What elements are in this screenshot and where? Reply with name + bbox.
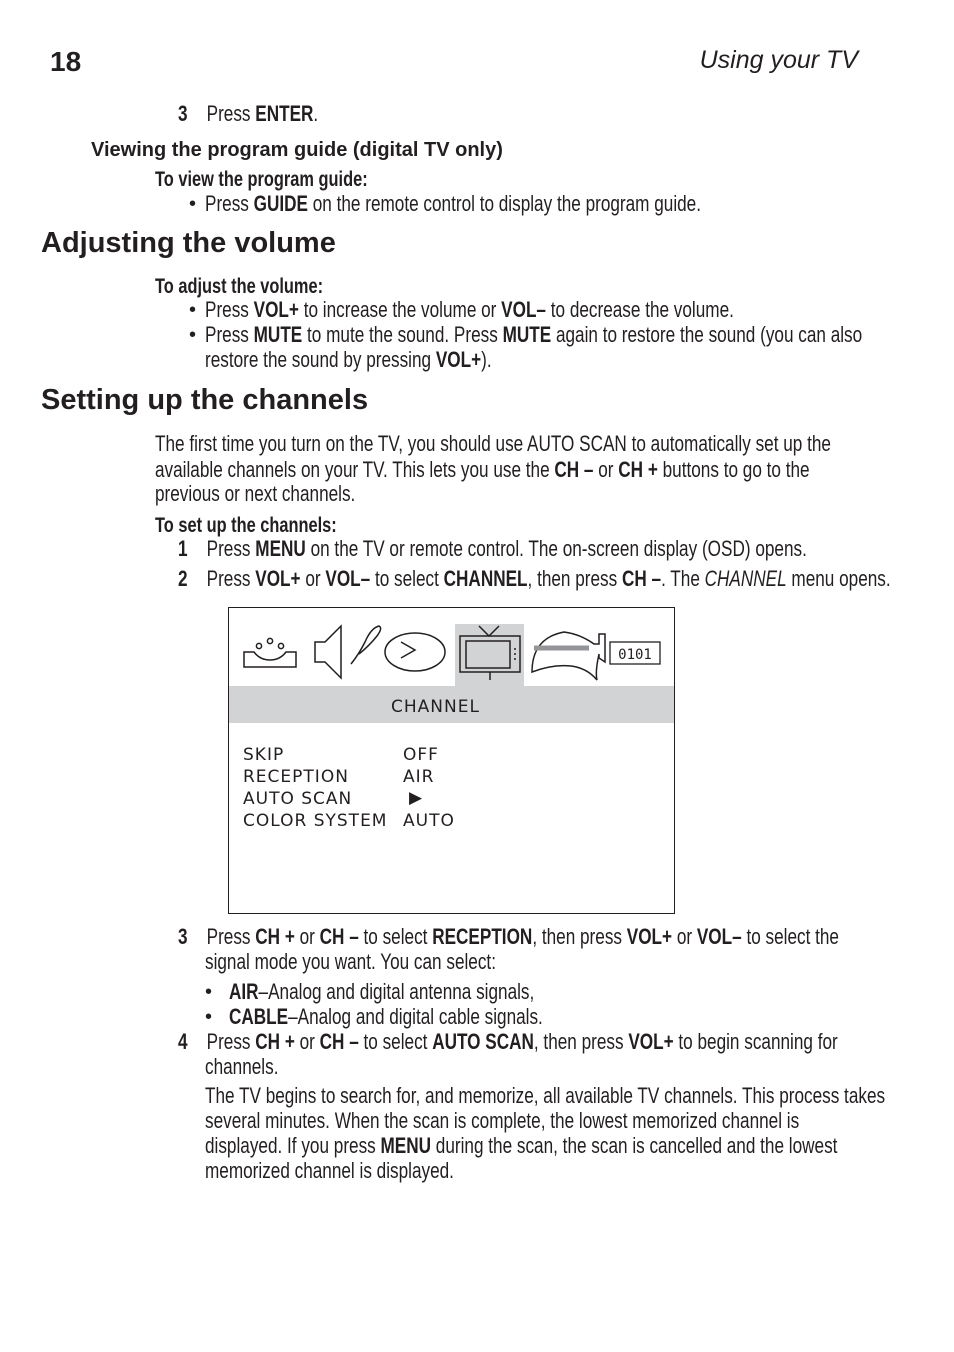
step-number: 1 bbox=[178, 536, 188, 561]
guide-heading: Viewing the program guide (digital TV only) bbox=[91, 139, 503, 161]
text: Press bbox=[206, 566, 256, 591]
picture-icon bbox=[244, 638, 296, 667]
volume-bullet-1 bbox=[205, 297, 734, 322]
text: Press bbox=[206, 924, 256, 949]
text: during the scan, the scan is cancelled and the lowest bbox=[431, 1133, 838, 1158]
osd-icon-bar bbox=[229, 608, 674, 686]
guide-subheading: To view the program guide: bbox=[155, 168, 368, 191]
speaker-icon bbox=[315, 626, 381, 678]
text: on the TV or remote control. The on-screen display (OSD) opens. bbox=[305, 536, 807, 561]
key-name: VOL+ bbox=[626, 924, 673, 949]
clock-hand-icon bbox=[401, 642, 415, 658]
key-name: VOL+ bbox=[628, 1029, 674, 1054]
option-cable bbox=[229, 1004, 543, 1029]
channels-step-2 bbox=[178, 566, 891, 591]
text: ). bbox=[481, 347, 492, 372]
key-name: MENU bbox=[255, 536, 306, 561]
clock-icon bbox=[385, 633, 445, 671]
channels-step-4-line-1 bbox=[178, 1029, 838, 1054]
channels-intro-line-1: The first time you turn on the TV, you should use AUTO SCAN to automatically set up the bbox=[155, 431, 831, 456]
text: available channels on your TV. This lets you use the bbox=[155, 457, 555, 482]
scan-paragraph-line-2: several minutes. When the scan is complete, the lowest memorized channel is bbox=[205, 1108, 800, 1133]
key-name: CH – bbox=[621, 566, 662, 591]
text: on the remote control to display the program guide. bbox=[307, 191, 701, 216]
channels-heading: Setting up the channels bbox=[41, 384, 369, 416]
key-name: CH + bbox=[255, 924, 295, 949]
osd-row-label: RECEPTION bbox=[243, 767, 349, 787]
text: –Analog and digital cable signals. bbox=[288, 1004, 543, 1029]
text: or bbox=[294, 1029, 320, 1054]
text: , then press bbox=[532, 924, 627, 949]
step-number: 3 bbox=[178, 101, 188, 126]
channels-subheading: To set up the channels: bbox=[155, 514, 337, 537]
scan-paragraph-line-1: The TV begins to search for, and memorize, all available TV channels. This process takes bbox=[205, 1083, 886, 1108]
text: or bbox=[300, 566, 326, 591]
osd-row-value: AUTO bbox=[403, 811, 455, 831]
osd-row-label: SKIP bbox=[243, 745, 285, 765]
text: Press bbox=[206, 1029, 256, 1054]
text: , then press bbox=[533, 1029, 629, 1054]
step-number: 2 bbox=[178, 566, 188, 591]
key-name: VOL+ bbox=[255, 566, 301, 591]
key-name: VOL+ bbox=[435, 347, 482, 372]
channels-intro-line-3: previous or next channels. bbox=[155, 481, 356, 506]
key-name: RECEPTION bbox=[432, 924, 533, 949]
channels-step-4-line-2: channels. bbox=[205, 1054, 279, 1079]
text: to increase the volume or bbox=[298, 297, 502, 322]
osd-row-label: AUTO SCAN bbox=[243, 789, 353, 809]
text: buttons to go to the bbox=[657, 457, 810, 482]
text: to select bbox=[370, 566, 444, 591]
key-name: VOL– bbox=[325, 566, 371, 591]
channels-step-3-line-1 bbox=[178, 924, 839, 949]
key-name: VOL– bbox=[501, 297, 546, 322]
key-name: GUIDE bbox=[253, 191, 308, 216]
bullet-dot: • bbox=[189, 193, 197, 215]
osd-row-label: COLOR SYSTEM bbox=[243, 811, 388, 831]
key-name: CH – bbox=[319, 924, 359, 949]
scan-paragraph-line-3 bbox=[205, 1133, 837, 1158]
text: displayed. If you press bbox=[205, 1133, 381, 1158]
option-air bbox=[229, 979, 534, 1004]
text: to select bbox=[358, 924, 433, 949]
osd-channel-menu bbox=[228, 607, 675, 914]
text: or bbox=[593, 457, 619, 482]
osd-row-value: AIR bbox=[403, 767, 435, 787]
text: to select bbox=[358, 1029, 433, 1054]
volume-heading: Adjusting the volume bbox=[41, 227, 336, 259]
text: to decrease the volume. bbox=[545, 297, 734, 322]
key-name: MENU bbox=[380, 1133, 432, 1158]
text: . bbox=[313, 101, 319, 126]
channels-intro-line-2 bbox=[155, 457, 810, 482]
text: to mute the sound. Press bbox=[302, 322, 503, 347]
text: to select the bbox=[741, 924, 839, 949]
scan-paragraph-line-4: memorized channel is displayed. bbox=[205, 1158, 454, 1183]
setup-code: 0101 bbox=[618, 647, 652, 663]
volume-bullet-2-line-2 bbox=[205, 347, 492, 372]
text: Press bbox=[205, 322, 254, 347]
key-name: CHANNEL bbox=[443, 566, 528, 591]
text: to begin scanning for bbox=[673, 1029, 838, 1054]
text: menu opens. bbox=[786, 566, 891, 591]
step-3-enter bbox=[178, 101, 318, 126]
text: . The bbox=[661, 566, 705, 591]
step-number: 3 bbox=[178, 924, 188, 949]
menu-name: CHANNEL bbox=[704, 566, 787, 591]
bullet-dot: • bbox=[189, 324, 197, 346]
osd-row-value: OFF bbox=[403, 745, 439, 765]
text: Press bbox=[205, 297, 254, 322]
key-name: VOL+ bbox=[253, 297, 299, 322]
text: or bbox=[294, 924, 320, 949]
channels-step-3-line-2: signal mode you want. You can select: bbox=[205, 949, 496, 974]
key-name: CH + bbox=[618, 457, 658, 482]
text: restore the sound by pressing bbox=[205, 347, 436, 372]
text: Press bbox=[206, 536, 256, 561]
key-name: CH + bbox=[255, 1029, 295, 1054]
key-name: AUTO SCAN bbox=[432, 1029, 534, 1054]
text: –Analog and digital antenna signals, bbox=[258, 979, 535, 1004]
guide-bullet bbox=[205, 191, 701, 216]
key-name: VOL– bbox=[696, 924, 742, 949]
key-name: ENTER bbox=[255, 101, 314, 126]
section-title: Using your TV bbox=[699, 46, 858, 74]
key-name: CH – bbox=[319, 1029, 359, 1054]
osd-title: CHANNEL bbox=[391, 697, 480, 717]
key-name: MUTE bbox=[253, 322, 303, 347]
key-name: CABLE bbox=[229, 1004, 289, 1029]
bullet-dot: • bbox=[205, 1006, 213, 1028]
bullet-dot: • bbox=[189, 299, 197, 321]
key-name: AIR bbox=[229, 979, 259, 1004]
step-number: 4 bbox=[178, 1029, 188, 1054]
key-name: MUTE bbox=[502, 322, 552, 347]
volume-subheading: To adjust the volume: bbox=[155, 275, 324, 298]
key-name: CH – bbox=[554, 457, 594, 482]
volume-bullet-2-line-1 bbox=[205, 322, 862, 347]
text: , then press bbox=[527, 566, 622, 591]
lock-icon bbox=[532, 632, 605, 680]
channels-step-1 bbox=[178, 536, 807, 561]
bullet-dot: • bbox=[205, 981, 213, 1003]
text: or bbox=[672, 924, 697, 949]
text: again to restore the sound (you can also bbox=[551, 322, 863, 347]
page-number: 18 bbox=[50, 46, 82, 77]
play-arrow-icon: ▶ bbox=[409, 788, 424, 808]
text: Press bbox=[205, 191, 254, 216]
text: Press bbox=[206, 101, 256, 126]
